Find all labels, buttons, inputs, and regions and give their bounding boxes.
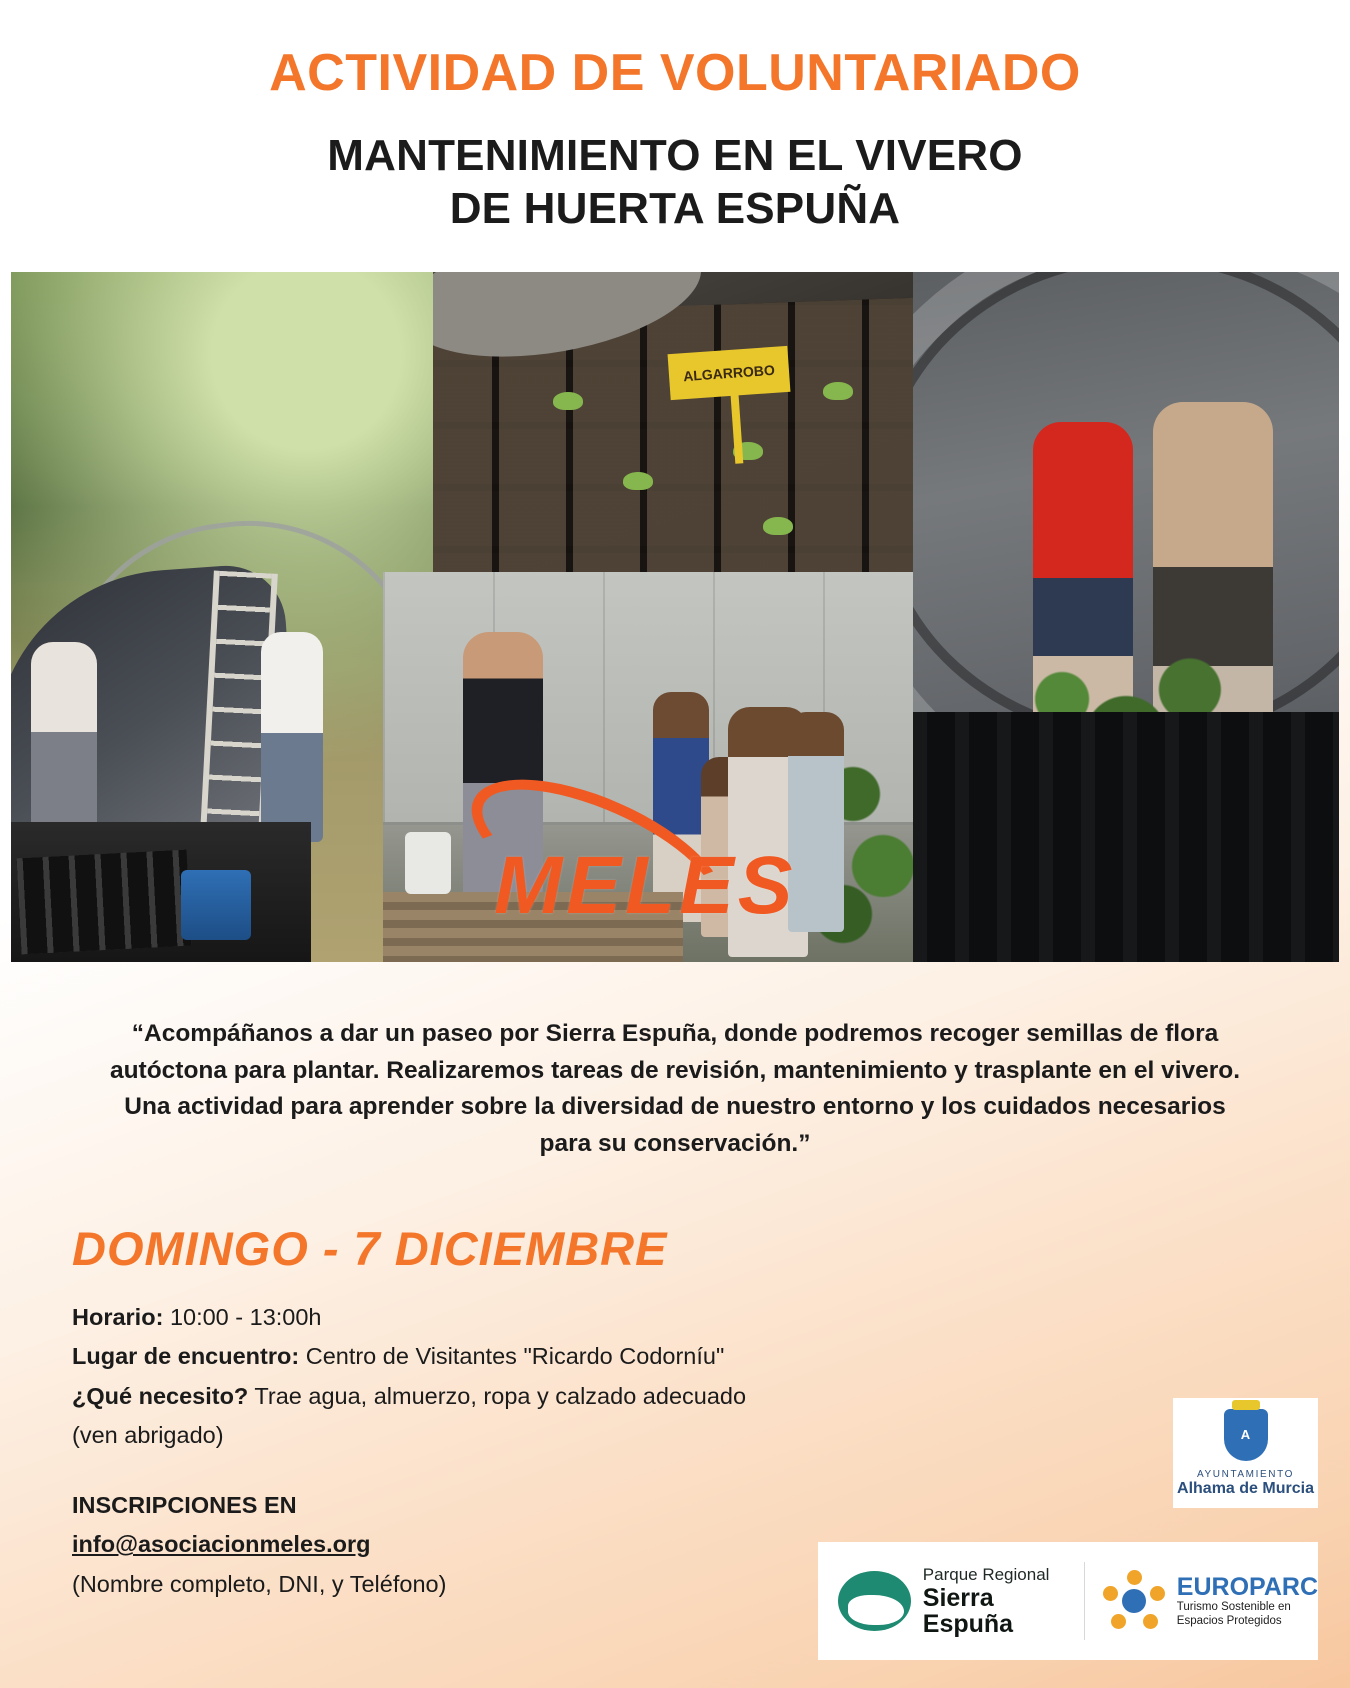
- signup-heading: INSCRIPCIONES EN: [72, 1491, 297, 1518]
- page-title: [0, 129, 1350, 236]
- info-row-requirements: [72, 1377, 972, 1416]
- volunteer-left: [31, 642, 97, 842]
- ayuntamiento-city: Alhama de Murcia: [1177, 1479, 1314, 1497]
- logo-europarc: [1084, 1562, 1318, 1640]
- signup-note: (Nombre completo, DNI, y Teléfono): [72, 1570, 447, 1597]
- volunteer-right: [261, 632, 323, 842]
- europarc-tagline-1: Turismo Sostenible en: [1176, 1600, 1291, 1613]
- blue-bucket: [181, 870, 251, 940]
- poster-header: [0, 0, 1350, 236]
- sierra-espuna-text: [923, 1565, 1084, 1638]
- seedling: [823, 382, 853, 400]
- water-jug: [405, 832, 451, 894]
- activity-description: “Acompáñanos a dar un paseo por Sierra Espuña, donde podremos recoger semillas de flora autóctona para plantar. Realizaremos tareas de revisión, mantenimiento y trasplante en el vivero. Una actividad para aprender sobre la diversidad de nuestro entorno y los cuidados necesarios para su conservación.”: [109, 1019, 1241, 1158]
- child-4: [788, 712, 844, 932]
- event-info-list: [72, 1298, 972, 1456]
- sierra-line1: Parque Regional: [922, 1564, 1050, 1584]
- seed-tray: [17, 850, 192, 955]
- wooden-pallet: [383, 892, 683, 962]
- meeting-label: Lugar de encuentro:: [72, 1343, 300, 1370]
- photo-group-children: [383, 572, 913, 962]
- sierra-line2: Sierra Espuña: [922, 1583, 1014, 1638]
- schedule-label: Horario:: [72, 1303, 164, 1330]
- photo-greenhouse-men: [913, 272, 1339, 962]
- partner-logo-bar: [818, 1542, 1318, 1660]
- europarc-star-icon: [1103, 1570, 1165, 1632]
- activity-kicker: ACTIVIDAD DE VOLUNTARIADO: [269, 44, 1081, 102]
- photo-seed-trays: [433, 272, 913, 572]
- europarc-text: [1177, 1574, 1318, 1629]
- schedule-value: 10:00 - 13:00h: [169, 1303, 322, 1330]
- meeting-value: Centro de Visitantes "Ricardo Codorníu": [305, 1343, 725, 1370]
- logo-sierra-espuna: [818, 1565, 1084, 1638]
- info-row-meeting-point: [72, 1337, 972, 1376]
- sierra-espuna-icon: [838, 1571, 911, 1631]
- needs-extra: (ven abrigado): [72, 1422, 224, 1449]
- europarc-name: EUROPARC: [1176, 1572, 1318, 1601]
- photo-greenhouse-workers: [11, 272, 433, 962]
- needs-label: ¿Qué necesito?: [72, 1382, 249, 1409]
- coat-of-arms-icon: A: [1224, 1409, 1268, 1461]
- seedling: [553, 392, 583, 410]
- meles-wordmark: MELES: [494, 839, 797, 931]
- nursery-pots: [913, 712, 1339, 962]
- seedling: [623, 472, 653, 490]
- photo-collage: [0, 272, 1350, 972]
- page-title-line1: MANTENIMIENTO EN EL VIVERO: [327, 130, 1023, 180]
- needs-value: Trae agua, almuerzo, ropa y calzado adecuado: [254, 1382, 747, 1409]
- logo-ayuntamiento-alhama: [1173, 1398, 1318, 1508]
- event-date: DOMINGO - 7 DICIEMBRE: [72, 1221, 668, 1275]
- signup-email-link[interactable]: info@asociacionmeles.org: [72, 1531, 371, 1558]
- info-row-schedule: [72, 1298, 972, 1337]
- page-title-line2: DE HUERTA ESPUÑA: [449, 184, 901, 234]
- europarc-tagline-2: Espacios Protegidos: [1176, 1615, 1282, 1628]
- plant-label-tag: ALGARROBO: [668, 346, 791, 400]
- ayuntamiento-label: AYUNTAMIENTO: [1197, 1468, 1294, 1480]
- seedling: [763, 517, 793, 535]
- educator: [463, 632, 543, 922]
